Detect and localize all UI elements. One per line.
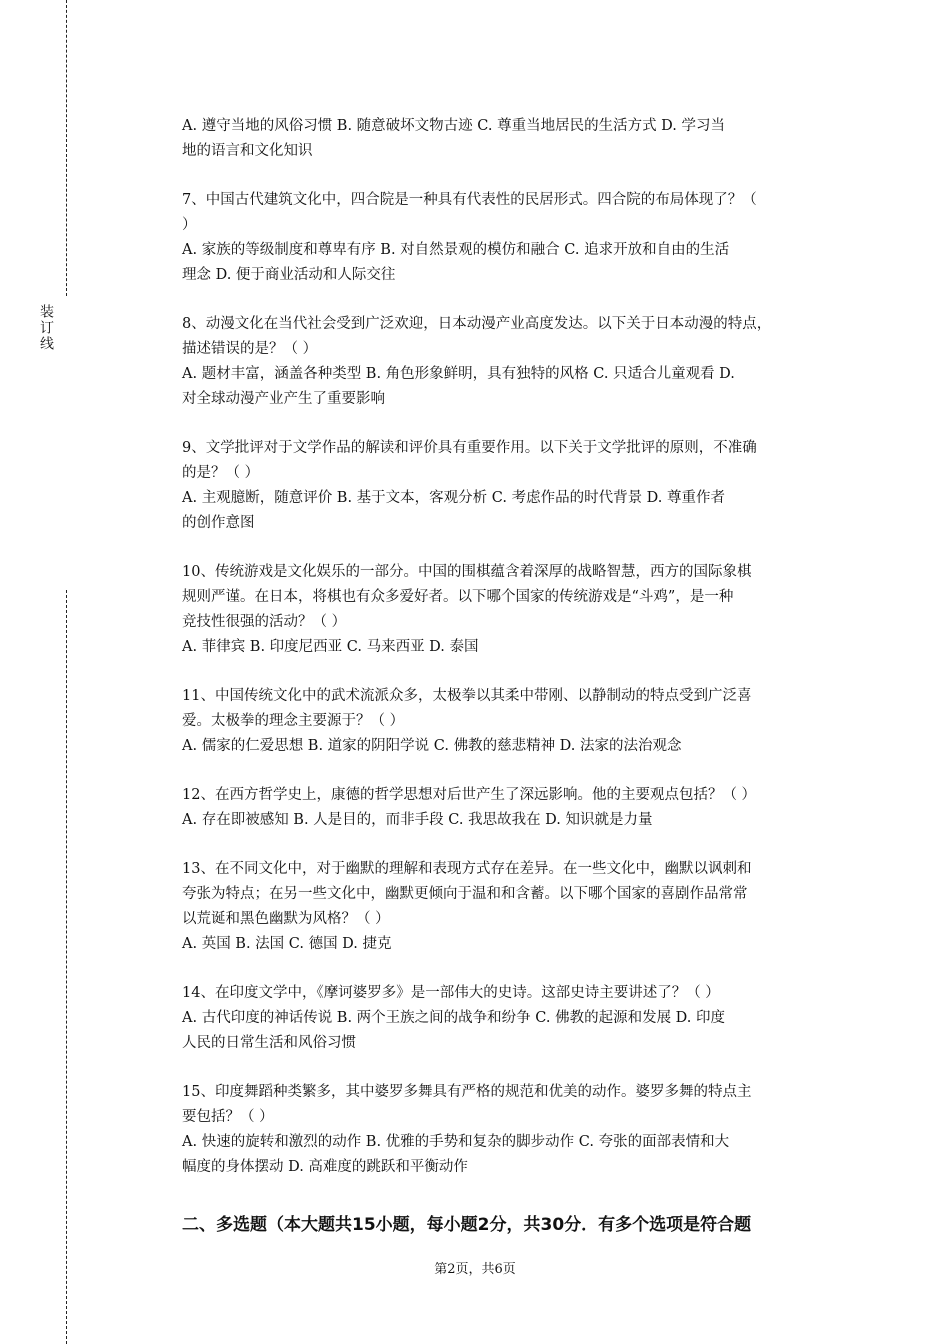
question-text-line: 夸张为特点；在另一些文化中，幽默更倾向于温和和含蓄。以下哪个国家的喜剧作品常常 [182,886,748,902]
section-heading: 二、多选题（本大题共15小题，每小题2分，共30分．有多个选项是符合题 [182,1215,752,1235]
question-q12 [182,783,842,833]
question-text-line: A. 主观臆断，随意评价 B. 基于文本，客观分析 C. 考虑作品的时代背景 D. 尊重作者 [182,490,726,506]
question-text-line: 13、在不同文化中，对于幽默的理解和表现方式存在差异。在一些文化中，幽默以讽刺和 [182,861,752,877]
question-text-line: 的是？（ ） [182,465,260,481]
block-gap [182,660,842,684]
question-text-line: 规则严谨。在日本，将棋也有众多爱好者。以下哪个国家的传统游戏是“斗鸡”，是一种 [182,589,734,605]
question-q15 [182,1080,842,1180]
block-gap [182,288,842,312]
question-text-line: A. 儒家的仁爱思想 B. 道家的阴阳学说 C. 佛教的慈悲精神 D. 法家的法治观念 [182,738,682,754]
question-text-line: A. 菲律宾 B. 印度尼西亚 C. 马来西亚 D. 泰国 [182,639,479,655]
question-q7 [182,188,842,288]
question-q14 [182,981,842,1056]
question-text-line: A. 遵守当地的风俗习惯 B. 随意破坏文物古迹 C. 尊重当地居民的生活方式 D. 学习当 [182,118,726,134]
question-text-line: A. 存在即被感知 B. 人是目的，而非手段 C. 我思故我在 D. 知识就是力量 [182,812,653,828]
block-gap [182,1056,842,1080]
block-gap [182,536,842,560]
question-text-line: 爱。太极拳的理念主要源于？（ ） [182,713,405,729]
page-footer: 第2页，共6页 [434,1262,516,1277]
question-text-line: 理念 D. 便于商业活动和人际交往 [182,267,396,283]
question-text-line: 12、在西方哲学史上，康德的哲学思想对后世产生了深远影响。他的主要观点包括？（ ） [182,787,757,803]
question-text-line: 竞技性很强的活动？（ ） [182,614,347,630]
question-text-line: 地的语言和文化知识 [182,143,313,159]
question-text-line: ） [182,217,197,233]
question-q9 [182,436,842,536]
question-text-line: 的创作意图 [182,515,255,531]
question-text-line: A. 家族的等级制度和尊卑有序 B. 对自然景观的模仿和融合 C. 追求开放和自由的生活 [182,242,730,258]
question-text-line: 要包括？（ ） [182,1109,274,1125]
question-text-line: 7、中国古代建筑文化中，四合院是一种具有代表性的民居形式。四合院的布局体现了？（ [182,192,757,208]
question-q13 [182,857,842,957]
question-q8 [182,312,842,412]
binding-line-top [66,0,67,296]
question-text-line: 描述错误的是？（ ） [182,341,318,357]
binding-line-bottom [66,590,67,1344]
question-text-line: 10、传统游戏是文化娱乐的一部分。中国的围棋蕴含着深厚的战略智慧，西方的国际象棋 [182,564,752,580]
question-text-line: 8、动漫文化在当代社会受到广泛欢迎，日本动漫产业高度发达。以下关于日本动漫的特点， [182,316,772,332]
question-text-line: A. 英国 B. 法国 C. 德国 D. 捷克 [182,936,392,952]
question-text-line: 人民的日常生活和风俗习惯 [182,1035,356,1051]
block-gap [182,759,842,783]
block-gap [182,957,842,981]
question-text-line: 以荒诞和黑色幽默为风格？（ ） [182,911,390,927]
question-list [182,114,842,1180]
question-q6-options [182,114,842,164]
question-text-line: 15、印度舞蹈种类繁多，其中婆罗多舞具有严格的规范和优美的动作。婆罗多舞的特点主 [182,1084,752,1100]
block-gap [182,412,842,436]
question-text-line: A. 快速的旋转和激烈的动作 B. 优雅的手势和复杂的脚步动作 C. 夸张的面部表情和大 [182,1134,730,1150]
question-text-line: 对全球动漫产业产生了重要影响 [182,391,385,407]
question-text-line: 14、在印度文学中，《摩诃婆罗多》是一部伟大的史诗。这部史诗主要讲述了？（ ） [182,985,720,1001]
question-q10 [182,560,842,660]
block-gap [182,164,842,188]
question-text-line: 11、中国传统文化中的武术流派众多，太极拳以其柔中带刚、以静制动的特点受到广泛喜 [182,688,752,704]
question-text-line: A. 题材丰富，涵盖各种类型 B. 角色形象鲜明，具有独特的风格 C. 只适合儿童观看 D. [182,366,735,382]
block-gap [182,833,842,857]
binding-label: 装订线 [38,304,54,352]
question-text-line: 9、文学批评对于文学作品的解读和评价具有重要作用。以下关于文学批评的原则，不准确 [182,440,757,456]
question-text-line: A. 古代印度的神话传说 B. 两个王族之间的战争和纷争 C. 佛教的起源和发展 D. 印度 [182,1010,726,1026]
question-q11 [182,684,842,759]
question-text-line: 幅度的身体摆动 D. 高难度的跳跃和平衡动作 [182,1159,468,1175]
